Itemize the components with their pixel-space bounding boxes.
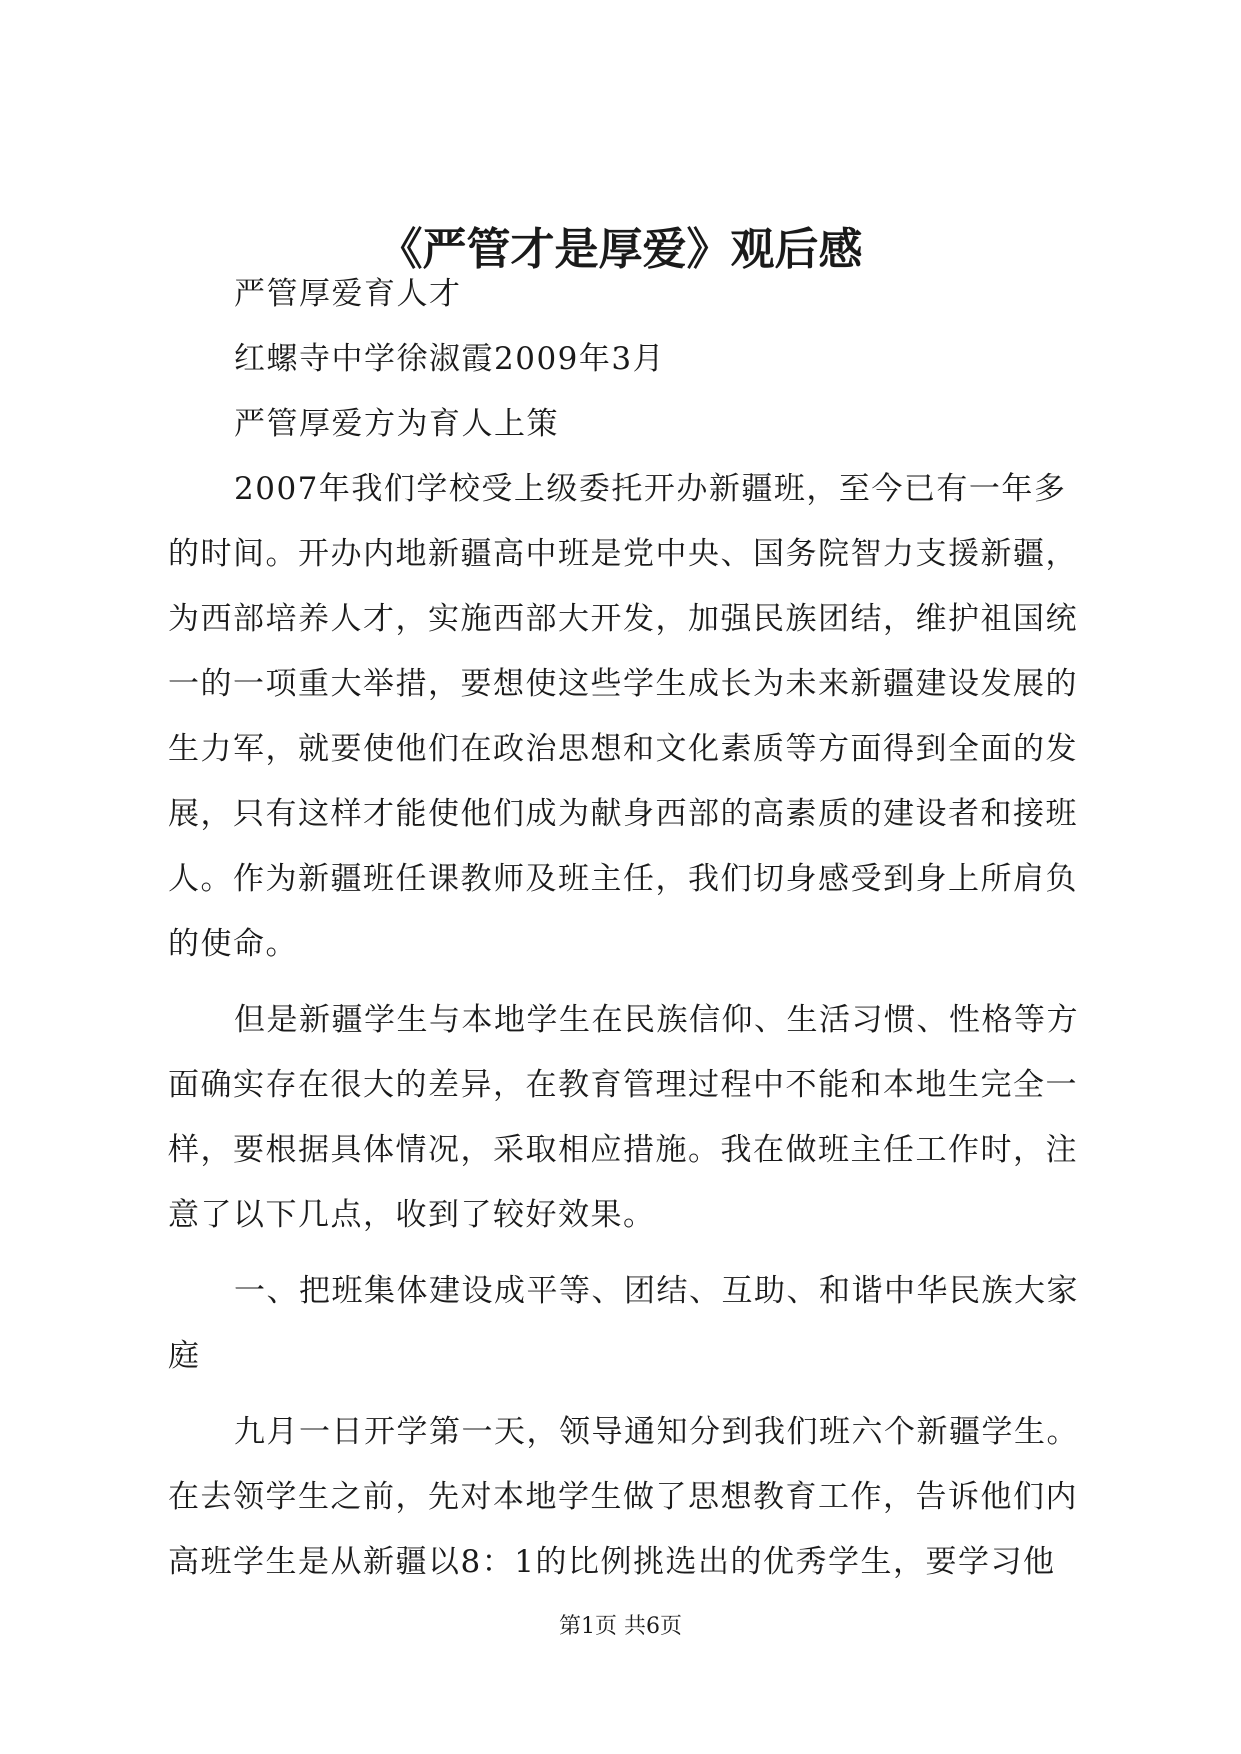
paragraph-1-line: 展，只有这样才能使他们成为献身西部的高素质的建设者和接班 [168,796,1078,832]
paragraph-gap [168,1389,1084,1400]
author-line: 红螺寺中学徐淑霞2009年3月 [234,341,666,377]
paragraph-gap [168,977,1084,988]
paragraph-3-line: 九月一日开学第一天，领导通知分到我们班六个新疆学生。 [234,1414,1079,1450]
paragraph-1-line: 生力军，就要使他们在政治思想和文化素质等方面得到全面的发 [168,731,1078,767]
section-heading-line: 一、把班集体建设成平等、团结、互助、和谐中华民族大家 [234,1273,1079,1309]
paragraph-gap [168,1248,1084,1259]
paragraph-2-line: 面确实存在很大的差异，在教育管理过程中不能和本地生完全一 [168,1067,1078,1103]
paragraph-1-line: 的时间。开办内地新疆高中班是党中央、国务院智力支援新疆， [168,536,1078,572]
page-number-footer: 第1页 共6页 [559,1614,682,1639]
paragraph-1-line: 为西部培养人才，实施西部大开发，加强民族团结，维护祖国统 [168,601,1078,637]
document-body [168,262,1084,1595]
paragraph-2-line: 但是新疆学生与本地学生在民族信仰、生活习惯、性格等方 [234,1002,1079,1038]
paragraph-2-line: 意了以下几点，收到了较好效果。 [168,1197,656,1233]
paragraph-1-line: 的使命。 [168,926,298,962]
paragraph-2-line: 样，要根据具体情况，采取相应措施。我在做班主任工作时，注 [168,1132,1078,1168]
paragraph-3-line: 高班学生是从新疆以8：1的比例挑选出的优秀学生，要学习他 [168,1544,1056,1580]
heading-line: 严管厚爱方为育人上策 [234,406,559,442]
document-title: 《严管才是厚爱》观后感 [378,224,863,275]
paragraph-3-line: 在去领学生之前，先对本地学生做了思想教育工作，告诉他们内 [168,1479,1078,1515]
paragraph-1-line: 人。作为新疆班任课教师及班主任，我们切身感受到身上所肩负 [168,861,1078,897]
subtitle-line: 严管厚爱育人才 [234,276,462,312]
section-heading-line: 庭 [168,1338,201,1374]
paragraph-1-line: 2007年我们学校受上级委托开办新疆班，至今已有一年多 [234,471,1067,507]
paragraph-1-line: 一的一项重大举措，要想使这些学生成长为未来新疆建设发展的 [168,666,1078,702]
